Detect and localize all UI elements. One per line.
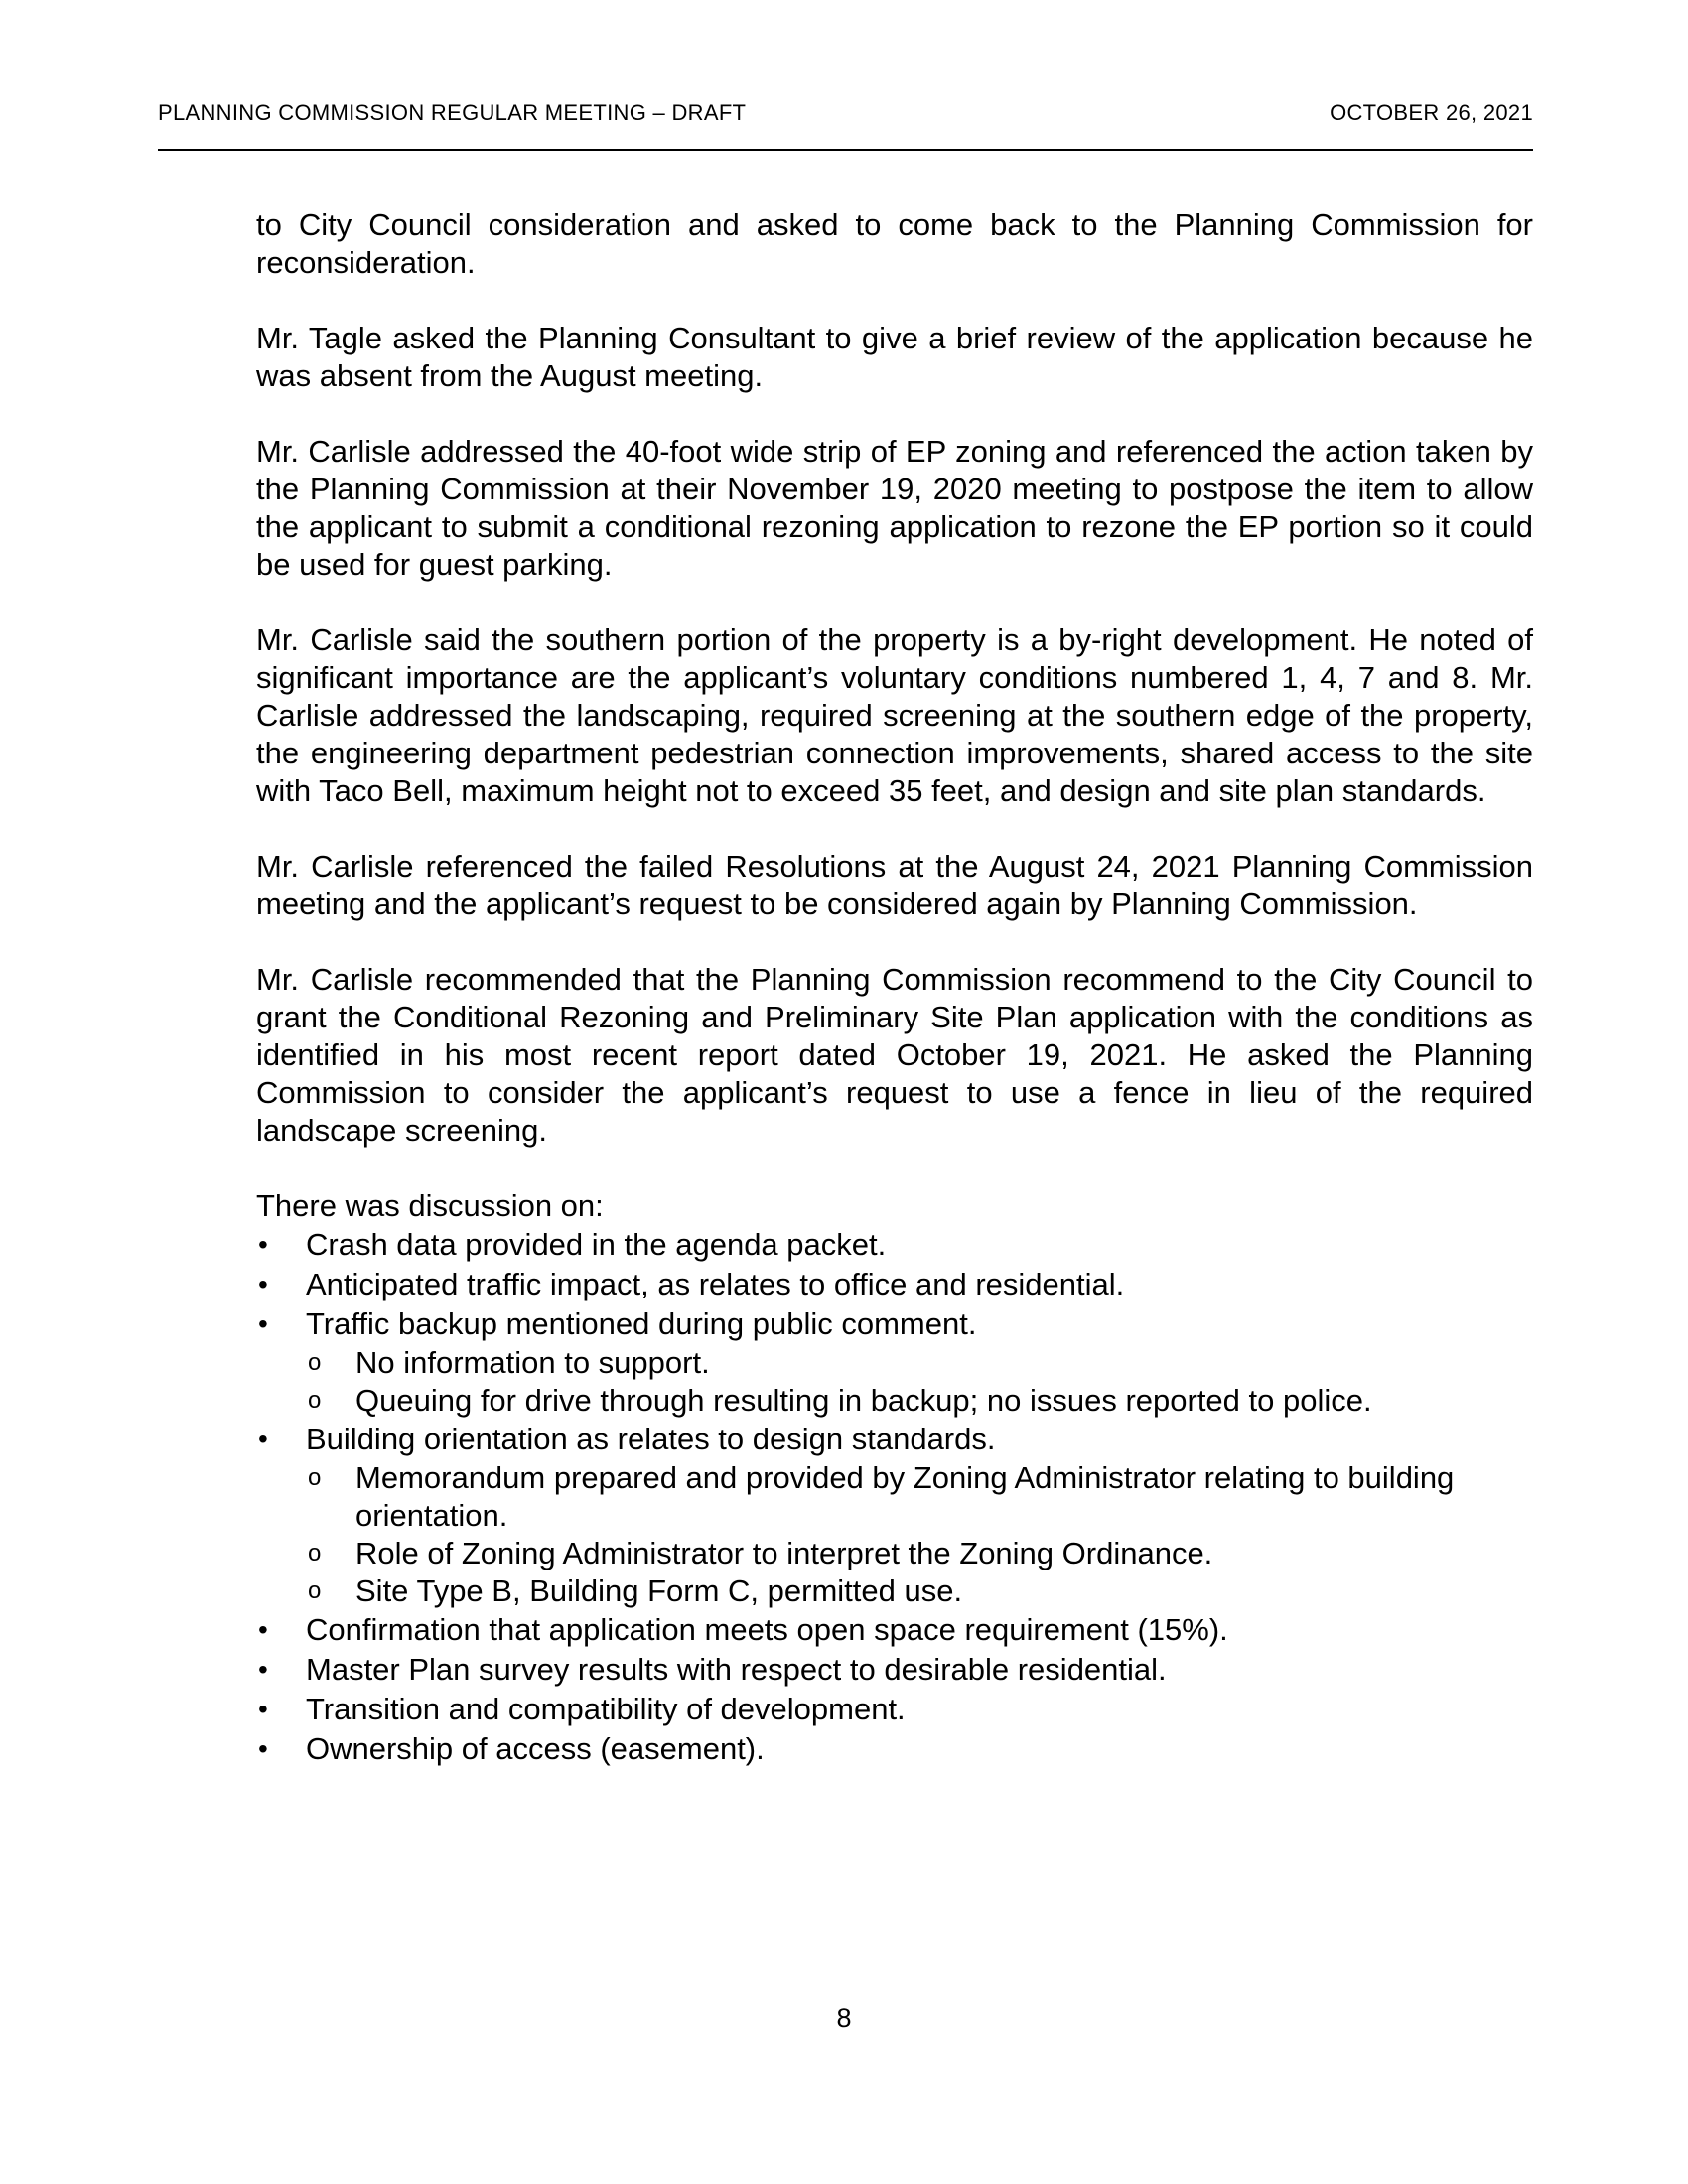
sub-list-item-text: Site Type B, Building Form C, permitted use. (355, 1573, 963, 1608)
list-item (256, 1304, 1533, 1420)
paragraph: Mr. Tagle asked the Planning Consultant to give a brief review of the application because he was absent from the August meeting. (256, 321, 1533, 393)
list-item (256, 1729, 1533, 1769)
list-item (256, 1650, 1533, 1690)
list-item (256, 1265, 1533, 1304)
paragraph: to City Council consideration and asked to come back to the Planning Commission for reconsideration. (256, 207, 1533, 280)
circle-bullet-icon: o (308, 1387, 322, 1414)
list-item-text: Transition and compatibility of development. (306, 1692, 906, 1726)
discussion-intro: There was discussion on: (256, 1188, 604, 1223)
sub-list-item (306, 1344, 1533, 1382)
list-item-text: Anticipated traffic impact, as relates to office and residential. (306, 1267, 1125, 1301)
header-date: OCTOBER 26, 2021 (1330, 100, 1533, 125)
list-item-text: Ownership of access (easement). (306, 1731, 765, 1766)
list-item-text: Master Plan survey results with respect to desirable residential. (306, 1652, 1167, 1687)
list-item-text: Confirmation that application meets open space requirement (15%). (306, 1612, 1228, 1647)
bullet-icon: • (258, 1654, 268, 1685)
sub-list (306, 1344, 1533, 1420)
sub-list-item-text: Role of Zoning Administrator to interpret the Zoning Ordinance. (355, 1536, 1213, 1570)
discussion-list (256, 1225, 1533, 1769)
minutes-body (256, 206, 1533, 1769)
sub-list-item (306, 1535, 1533, 1572)
sub-list-item (306, 1459, 1533, 1535)
bullet-icon: • (258, 1229, 268, 1260)
circle-bullet-icon: o (308, 1577, 322, 1604)
list-item-text: Building orientation as relates to design standards. (306, 1422, 996, 1456)
list-item (256, 1420, 1533, 1610)
header-title: PLANNING COMMISSION REGULAR MEETING – DRAFT (158, 100, 747, 125)
list-item (256, 1225, 1533, 1265)
bullet-icon: • (258, 1308, 268, 1339)
page-number: 8 (836, 2003, 852, 2033)
list-item-text: Traffic backup mentioned during public comment. (306, 1306, 977, 1341)
sub-list-item-text: Queuing for drive through resulting in backup; no issues reported to police. (355, 1383, 1372, 1418)
page-header (158, 95, 1533, 151)
circle-bullet-icon: o (308, 1540, 322, 1567)
paragraph: Mr. Carlisle said the southern portion of the property is a by-right development. He noted of significant importance are the applicant’s voluntary conditions numbered 1, 4, 7 and 8. Mr. Carlisle addressed the landscaping, required screening at the southern edge of the property, the engineering department pedestrian connection improvements, shared access to the site with Taco Bell, maximum height not to exceed 35 feet, and design and site plan standards. (256, 622, 1533, 808)
circle-bullet-icon: o (308, 1349, 322, 1376)
sub-list-item-text: No information to support. (355, 1345, 710, 1380)
list-item (256, 1610, 1533, 1650)
bullet-icon: • (258, 1424, 268, 1454)
paragraph: Mr. Carlisle addressed the 40-foot wide strip of EP zoning and referenced the action taken by the Planning Commission at their November 19, 2020 meeting to postpose the item to allow the applicant to submit a conditional rezoning application to rezone the EP portion so it could be used for guest parking. (256, 434, 1533, 582)
bullet-icon: • (258, 1733, 268, 1764)
bullet-icon: • (258, 1694, 268, 1724)
sub-list-item (306, 1572, 1533, 1610)
sub-list-item-text: Memorandum prepared and provided by Zoning Administrator relating to building orientation. (355, 1460, 1455, 1533)
circle-bullet-icon: o (308, 1464, 322, 1491)
list-item (256, 1690, 1533, 1729)
bullet-icon: • (258, 1269, 268, 1299)
sub-list-item (306, 1382, 1533, 1420)
paragraph: Mr. Carlisle referenced the failed Resolutions at the August 24, 2021 Planning Commission meeting and the applicant’s request to be considered again by Planning Commission. (256, 849, 1533, 921)
sub-list (306, 1459, 1533, 1610)
bullet-icon: • (258, 1614, 268, 1645)
paragraph: Mr. Carlisle recommended that the Planning Commission recommend to the City Council to grant the Conditional Rezoning and Preliminary Site Plan application with the conditions as identified in his most recent report dated October 19, 2021. He asked the Planning Commission to consider the applicant’s request to use a fence in lieu of the required landscape screening. (256, 962, 1533, 1148)
list-item-text: Crash data provided in the agenda packet. (306, 1227, 887, 1262)
